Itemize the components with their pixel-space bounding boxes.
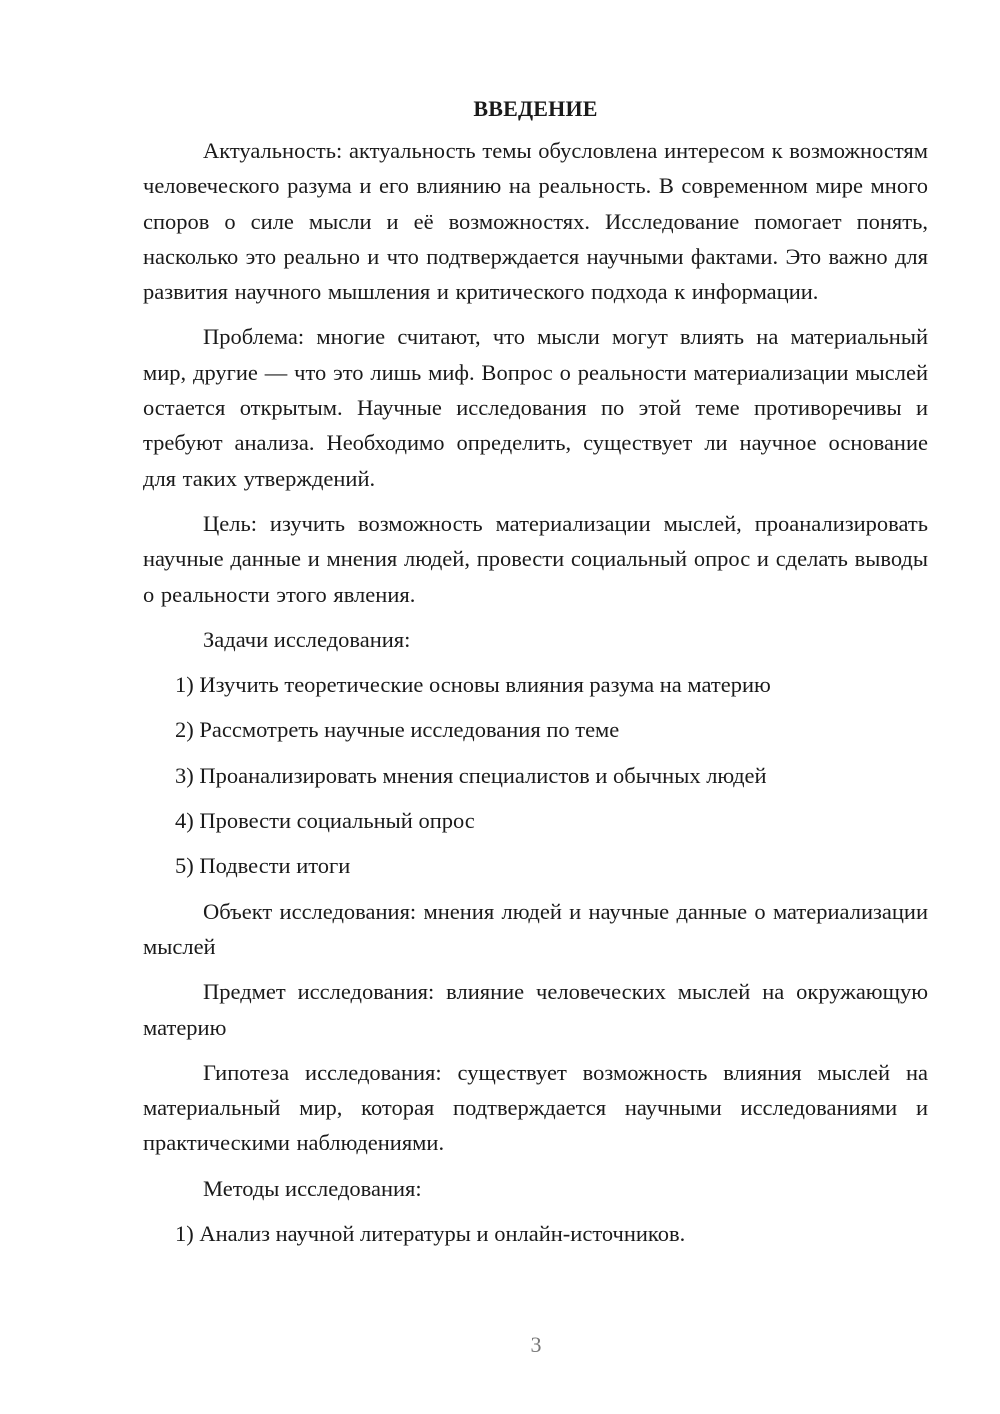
hypothesis-paragraph: Гипотеза исследования: существует возможность влияния мыслей на материальный мир, которая подтверждается научными исследованиями и практическими наблюдениями. bbox=[143, 1059, 928, 1156]
methods-list bbox=[143, 1216, 928, 1251]
list-item: 4) Провести социальный опрос bbox=[175, 808, 475, 834]
list-item: 1) Изучить теоретические основы влияния разума на материю bbox=[175, 672, 771, 698]
tasks-list bbox=[143, 667, 928, 883]
tasks-title: Задачи исследования: bbox=[203, 626, 411, 652]
methods-title: Методы исследования: bbox=[203, 1175, 422, 1201]
list-item: 3) Проанализировать мнения специалистов и обычных людей bbox=[175, 762, 767, 788]
page-number: 3 bbox=[530, 1332, 542, 1357]
page-content bbox=[143, 94, 928, 1261]
relevance-paragraph: Актуальность: актуальность темы обусловлена интересом к возможностям человеческого разума и его влиянию на реальность. В современном мире много споров о силе мысли и её возможностях. Исследование помогает понять, насколько это реально и что подтверждается научными фактами. Это важно для развития научного мышления и критического подхода к информации. bbox=[143, 138, 928, 305]
problem-paragraph: Проблема: многие считают, что мысли могут влиять на материальный мир, другие — что это лишь миф. Вопрос о реальности материализации мыслей остается открытым. Научные исследования по этой теме противоречивы и требуют анализа. Необходимо определить, существует ли научное основание для таких утверждений. bbox=[143, 324, 928, 491]
page-title: ВВЕДЕНИЕ bbox=[473, 96, 598, 121]
list-item: 2) Рассмотреть научные исследования по теме bbox=[175, 717, 620, 743]
goal-paragraph: Цель: изучить возможность материализации мыслей, проанализировать научные данные и мнения людей, провести социальный опрос и сделать выводы о реальности этого явления. bbox=[143, 510, 928, 607]
object-paragraph: Объект исследования: мнения людей и научные данные о материализации мыслей bbox=[143, 898, 928, 959]
subject-paragraph: Предмет исследования: влияние человеческих мыслей на окружающую материю bbox=[143, 979, 928, 1040]
list-item: 5) Подвести итоги bbox=[175, 853, 351, 879]
list-item: 1) Анализ научной литературы и онлайн-источников. bbox=[175, 1221, 686, 1247]
